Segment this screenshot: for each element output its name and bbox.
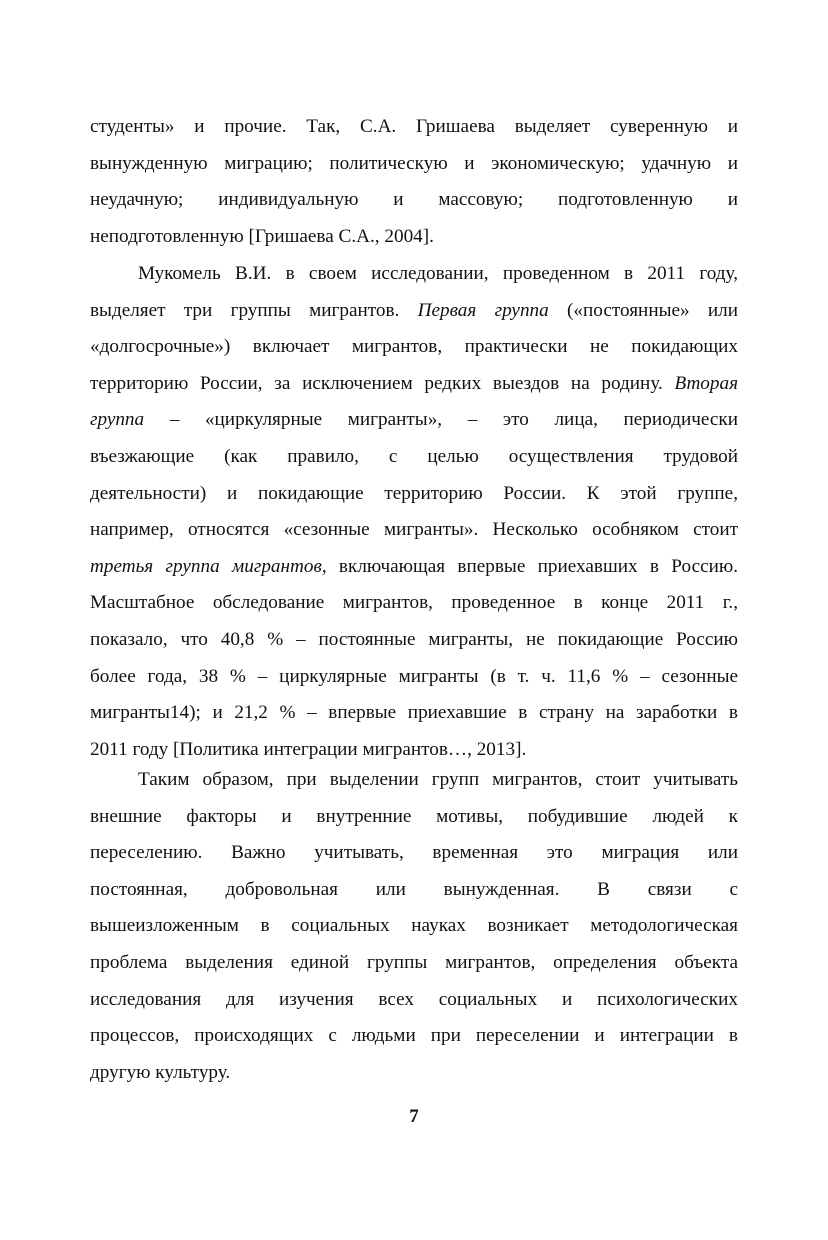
- text-run: («постоянные» или: [548, 299, 738, 321]
- paragraph-line: Таким образом, при выделении групп мигрантов, стоит учитывать: [138, 769, 738, 790]
- paragraph-line: переселению. Важно учитывать, временная это миграция или: [90, 842, 738, 864]
- text-run: территорию России, за исключением редких выездов на родину.: [90, 372, 675, 394]
- paragraph-3: [90, 762, 738, 1091]
- paragraph-line: мигранты14); и 21,2 % – впервые приехавшие в страну на заработки в: [90, 702, 738, 724]
- paragraph-line: [90, 293, 738, 330]
- page-number: 7: [409, 1106, 419, 1127]
- paragraph-line: постоянная, добровольная или вынужденная. В связи с: [90, 878, 738, 900]
- paragraph-line: показало, что 40,8 % – постоянные мигранты, не покидающие Россию: [90, 628, 738, 650]
- paragraph-line: проблема выделения единой группы мигрантов, определения объекта: [90, 951, 738, 973]
- paragraph-line: Масштабное обследование мигрантов, проведенное в конце 2011 г.,: [90, 592, 738, 614]
- italic-term-second-group-cont: группа: [90, 409, 145, 431]
- paragraph-line: вынужденную миграцию; политическую и экономическую; удачную и: [90, 152, 738, 174]
- paragraph-line: более года, 38 % – циркулярные мигранты (в т. ч. 11,6 % – сезонные: [90, 665, 738, 687]
- text-run: – «циркулярные мигранты», – это лица, периодически: [144, 409, 738, 431]
- paragraph-line: 2011 году [Политика интеграции мигрантов…, 2013].: [90, 738, 527, 760]
- paragraph-line: деятельности) и покидающие территорию России. К этой группе,: [90, 482, 738, 504]
- italic-term-first-group: Первая группа: [417, 299, 549, 321]
- paragraph-line: внешние факторы и внутренние мотивы, побудившие людей к: [90, 805, 738, 827]
- paragraph-line: [90, 549, 738, 586]
- paragraph-line: «долгосрочные») включает мигрантов, практически не покидающих: [90, 336, 738, 358]
- italic-term-second-group: Вторая: [674, 372, 738, 394]
- text-run: , включающая впервые приехавших в Россию.: [321, 555, 739, 577]
- paragraph-line: неудачную; индивидуальную и массовую; подготовленную и: [90, 189, 738, 211]
- paragraph-line: вышеизложенным в социальных науках возникает методологическая: [90, 915, 738, 937]
- paragraph-line: исследования для изучения всех социальных и психологических: [90, 988, 738, 1010]
- paragraph-line: например, относятся «сезонные мигранты». Несколько особняком стоит: [90, 519, 738, 541]
- paragraph-line: [90, 402, 738, 439]
- paragraph-line: другую культуру.: [90, 1061, 231, 1083]
- italic-term-third-group: третья группа мигрантов: [90, 555, 322, 577]
- text-run: выделяет три группы мигрантов.: [90, 299, 418, 321]
- paragraph-line: процессов, происходящих с людьми при переселении и интеграции в: [90, 1025, 738, 1047]
- paragraph-2: [90, 256, 738, 768]
- paragraph-line: студенты» и прочие. Так, С.А. Гришаева выделяет суверенную и: [90, 116, 738, 137]
- paragraph-line: Мукомель В.И. в своем исследовании, проведенном в 2011 году,: [138, 263, 738, 284]
- paragraph-line: въезжающие (как правило, с целью осуществления трудовой: [90, 445, 738, 467]
- paragraph-line: [90, 366, 738, 403]
- paragraph-1: [90, 109, 738, 255]
- paragraph-line: неподготовленную [Гришаева С.А., 2004].: [90, 225, 434, 247]
